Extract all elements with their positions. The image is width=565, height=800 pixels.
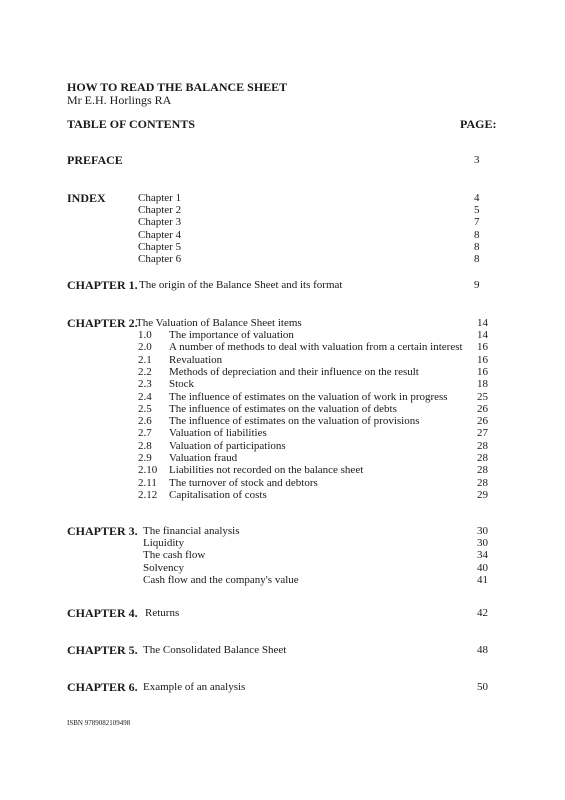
section-title: Cash flow and the company's value	[143, 574, 299, 586]
section-number: 2.8	[138, 440, 152, 452]
index-item-page: 8	[474, 229, 480, 241]
chapter-2-label: CHAPTER 2.	[67, 316, 138, 330]
index-item-page: 4	[474, 192, 480, 204]
section-page: 16	[477, 354, 488, 366]
index-item-label: Chapter 1	[138, 192, 182, 204]
section-title: The turnover of stock and debtors	[169, 477, 318, 489]
section-number: 2.7	[138, 427, 152, 439]
preface-label: PREFACE	[67, 153, 123, 167]
section-title: The cash flow	[143, 549, 206, 561]
index-item-label: Chapter 3	[138, 216, 182, 228]
preface-page: 3	[474, 154, 480, 166]
section-number: 2.1	[138, 354, 152, 366]
section-title: Liabilities not recorded on the balance sheet	[169, 464, 364, 476]
section-page: 34	[477, 549, 488, 561]
section-number: 2.2	[138, 366, 152, 378]
index-item-label: Chapter 5	[138, 241, 182, 253]
chapter-5-title: The Consolidated Balance Sheet	[143, 644, 287, 656]
section-title: Capitalisation of costs	[169, 489, 267, 501]
page-column-heading: PAGE:	[460, 117, 497, 131]
index-label: INDEX	[67, 191, 106, 205]
chapter-4-title: Returns	[145, 607, 180, 619]
chapter-1-label: CHAPTER 1.	[67, 278, 138, 292]
chapter-4-page: 42	[477, 607, 488, 619]
index-item-label: Chapter 2	[138, 204, 182, 216]
section-page: 40	[477, 562, 488, 574]
chapter-4-label: CHAPTER 4.	[67, 606, 138, 620]
chapter-3-page: 30	[477, 525, 488, 537]
isbn-footer: ISBN 9789082109498	[67, 719, 131, 727]
section-page: 41	[477, 574, 488, 586]
section-title: Solvency	[143, 562, 184, 574]
index-item-page: 8	[474, 253, 480, 265]
index-item-label: Chapter 4	[138, 229, 182, 241]
section-page: 28	[477, 440, 488, 452]
section-title: Valuation of participations	[169, 440, 286, 452]
section-number: 2.4	[138, 391, 152, 403]
chapter-1-page: 9	[474, 279, 480, 291]
section-page: 28	[477, 477, 488, 489]
section-page: 14	[477, 329, 488, 341]
section-page: 16	[477, 366, 488, 378]
section-title: The importance of valuation	[169, 329, 294, 341]
chapter-3-label: CHAPTER 3.	[67, 524, 138, 538]
document-author: Mr E.H. Horlings RA	[67, 93, 172, 107]
section-number: 2.0	[138, 341, 152, 353]
section-number: 2.6	[138, 415, 152, 427]
section-number: 2.12	[138, 489, 158, 501]
toc-heading: TABLE OF CONTENTS	[67, 117, 196, 131]
section-number: 2.5	[138, 403, 152, 415]
index-item-label: Chapter 6	[138, 253, 182, 265]
section-page: 28	[477, 464, 488, 476]
index-item-page: 8	[474, 241, 480, 253]
section-page: 18	[477, 378, 488, 390]
section-title: Valuation fraud	[169, 452, 238, 464]
section-page: 28	[477, 452, 488, 464]
index-item-page: 5	[474, 204, 480, 216]
chapter-2-title: The Valuation of Balance Sheet items	[136, 317, 302, 329]
section-page: 25	[477, 391, 488, 403]
section-number: 2.3	[138, 378, 152, 390]
section-title: The influence of estimates on the valuation of work in progress	[169, 391, 448, 403]
section-title: Valuation of liabilities	[169, 427, 267, 439]
section-page: 26	[477, 415, 488, 427]
section-title: The influence of estimates on the valuation of debts	[169, 403, 397, 415]
section-page: 16	[477, 341, 488, 353]
chapter-5-page: 48	[477, 644, 488, 656]
chapter-6-label: CHAPTER 6.	[67, 680, 138, 694]
chapter-1-title: The origin of the Balance Sheet and its format	[139, 279, 343, 291]
section-title: Stock	[169, 378, 195, 390]
chapter-6-page: 50	[477, 681, 488, 693]
index-item-page: 7	[474, 216, 480, 228]
chapter-3-title: The financial analysis	[143, 525, 240, 537]
section-number: 2.10	[138, 464, 158, 476]
section-title: A number of methods to deal with valuation from a certain interest	[169, 341, 463, 353]
chapter-6-title: Example of an analysis	[143, 681, 246, 693]
section-page: 26	[477, 403, 488, 415]
section-title: Liquidity	[143, 537, 184, 549]
section-title: Methods of depreciation and their influence on the result	[169, 366, 419, 378]
section-title: The influence of estimates on the valuation of provisions	[169, 415, 420, 427]
chapter-2-page: 14	[477, 317, 488, 329]
section-page: 30	[477, 537, 488, 549]
section-number: 1.0	[138, 329, 152, 341]
section-title: Revaluation	[169, 354, 223, 366]
section-page: 27	[477, 427, 488, 439]
document-title: HOW TO READ THE BALANCE SHEET	[67, 80, 288, 94]
section-page: 29	[477, 489, 488, 501]
section-number: 2.9	[138, 452, 152, 464]
section-number: 2.11	[138, 477, 157, 489]
chapter-5-label: CHAPTER 5.	[67, 643, 138, 657]
